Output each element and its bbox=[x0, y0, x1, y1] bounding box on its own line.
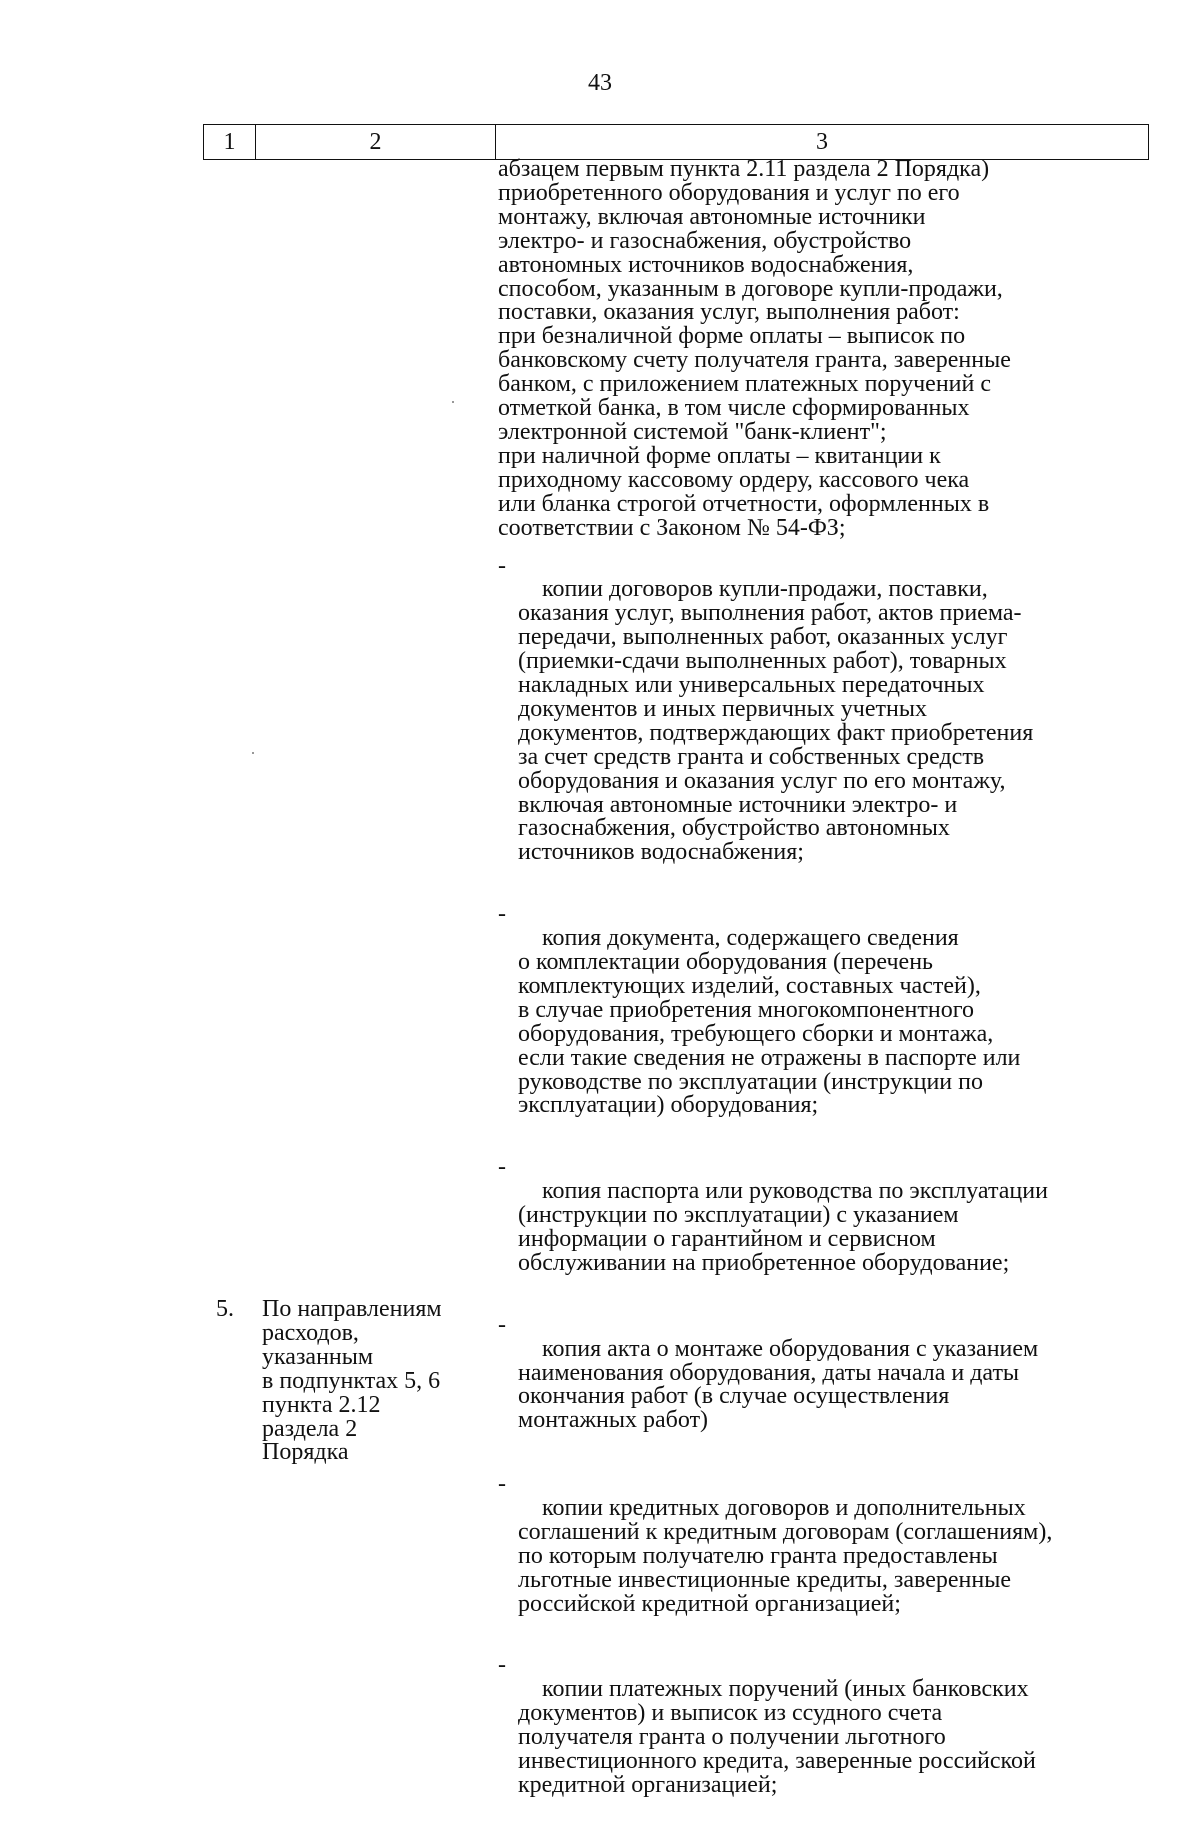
list-dash: - bbox=[498, 1471, 506, 1498]
list-item bbox=[498, 1311, 1158, 1457]
list-item-text: копия паспорта или руководства по эксплуатации (инструкции по эксплуатации) с указанием информации о гарантийном и сервисном обслуживании на приобретенное оборудование; bbox=[518, 1178, 1048, 1276]
list-dash: - bbox=[498, 552, 506, 579]
list-item-text: копия акта о монтаже оборудования с указанием наименования оборудования, даты начала и даты окончания работ (в случае осуществления монтажных работ) bbox=[518, 1335, 1039, 1434]
row-number: 5. bbox=[216, 1296, 234, 1322]
list-item-text: копии платежных поручений (иных банковских документов) и выписок из ссудного счета получателя гранта о получении льготного инвестиционного кредита, заверенные российской кредитной организацией; bbox=[518, 1676, 1036, 1798]
list-item-text: копии кредитных договоров и дополнительных соглашений к кредитным договорам (соглашениям), по которым получателю гранта предоставлены льготные инвестиционные кредиты, заверенные российской кредитной организацией; bbox=[518, 1495, 1053, 1617]
list-dash: - bbox=[498, 1652, 506, 1679]
continuation-paragraph: абзацем первым пункта 2.11 раздела 2 Порядка) приобретенного оборудования и услуг по его монтажу, включая автономные источники электро- и газоснабжения, обустройство автономных источников водоснабжения, способом, указанным в договоре купли-продажи, поставки, оказания услуг, выполнения работ: при безналичной форме оплаты – выписок по банковскому счету получателя гранта, заверенные банком, с приложением платежных поручений с отметкой банка, в том числе сформированных электронной системой "банк-клиент"; при наличной форме оплаты – квитанции к приходному кассовому ордеру, кассового чека или бланка строгой отчетности, оформленных в соответствии с Законом № 54-ФЗ; bbox=[498, 156, 1011, 541]
table-header-row bbox=[203, 124, 1149, 160]
list-dash: - bbox=[498, 1311, 506, 1338]
list-dash: - bbox=[498, 1154, 506, 1181]
column-header-1: 1 bbox=[204, 125, 256, 159]
list-item bbox=[498, 1473, 1158, 1640]
scan-speck bbox=[252, 752, 254, 754]
list-item bbox=[498, 903, 1158, 1142]
list-item bbox=[498, 1156, 1158, 1299]
list-item bbox=[498, 1654, 1158, 1821]
page-number: 43 bbox=[588, 70, 612, 96]
list-dash: - bbox=[498, 901, 506, 928]
scan-speck bbox=[452, 401, 454, 403]
column-header-2: 2 bbox=[256, 125, 496, 159]
list-item bbox=[498, 552, 1158, 890]
list-item-text: копии договоров купли-продажи, поставки, оказания услуг, выполнения работ, актов приема- передачи, выполненных работ, оказанных услуг (приемки-сдачи выполненных работ), товарных накладных или универсальных передаточных документов и иных первичных учетных документов, подтверждающих факт приобретения за счет средств гранта и собственных средств оборудования и оказания услуг по его монтажу, включая автономные источники электро- и газоснабжения, обустройство автономных источников водоснабжения; bbox=[518, 576, 1034, 866]
column-3-content bbox=[498, 158, 1158, 1822]
list-item-text: копия документа, содержащего сведения о комплектации оборудования (перечень комплектующих изделий, составных частей), в случае приобретения многокомпонентного оборудования, требующего сборки и монтажа, если такие сведения не отражены в паспорте или руководстве по эксплуатации (инструкции по эксплуатации) оборудования; bbox=[518, 925, 1021, 1119]
column-header-3: 3 bbox=[816, 129, 828, 155]
row-description: По направлениям расходов, указанным в подпунктах 5, 6 пункта 2.12 раздела 2 Порядка bbox=[262, 1296, 442, 1466]
